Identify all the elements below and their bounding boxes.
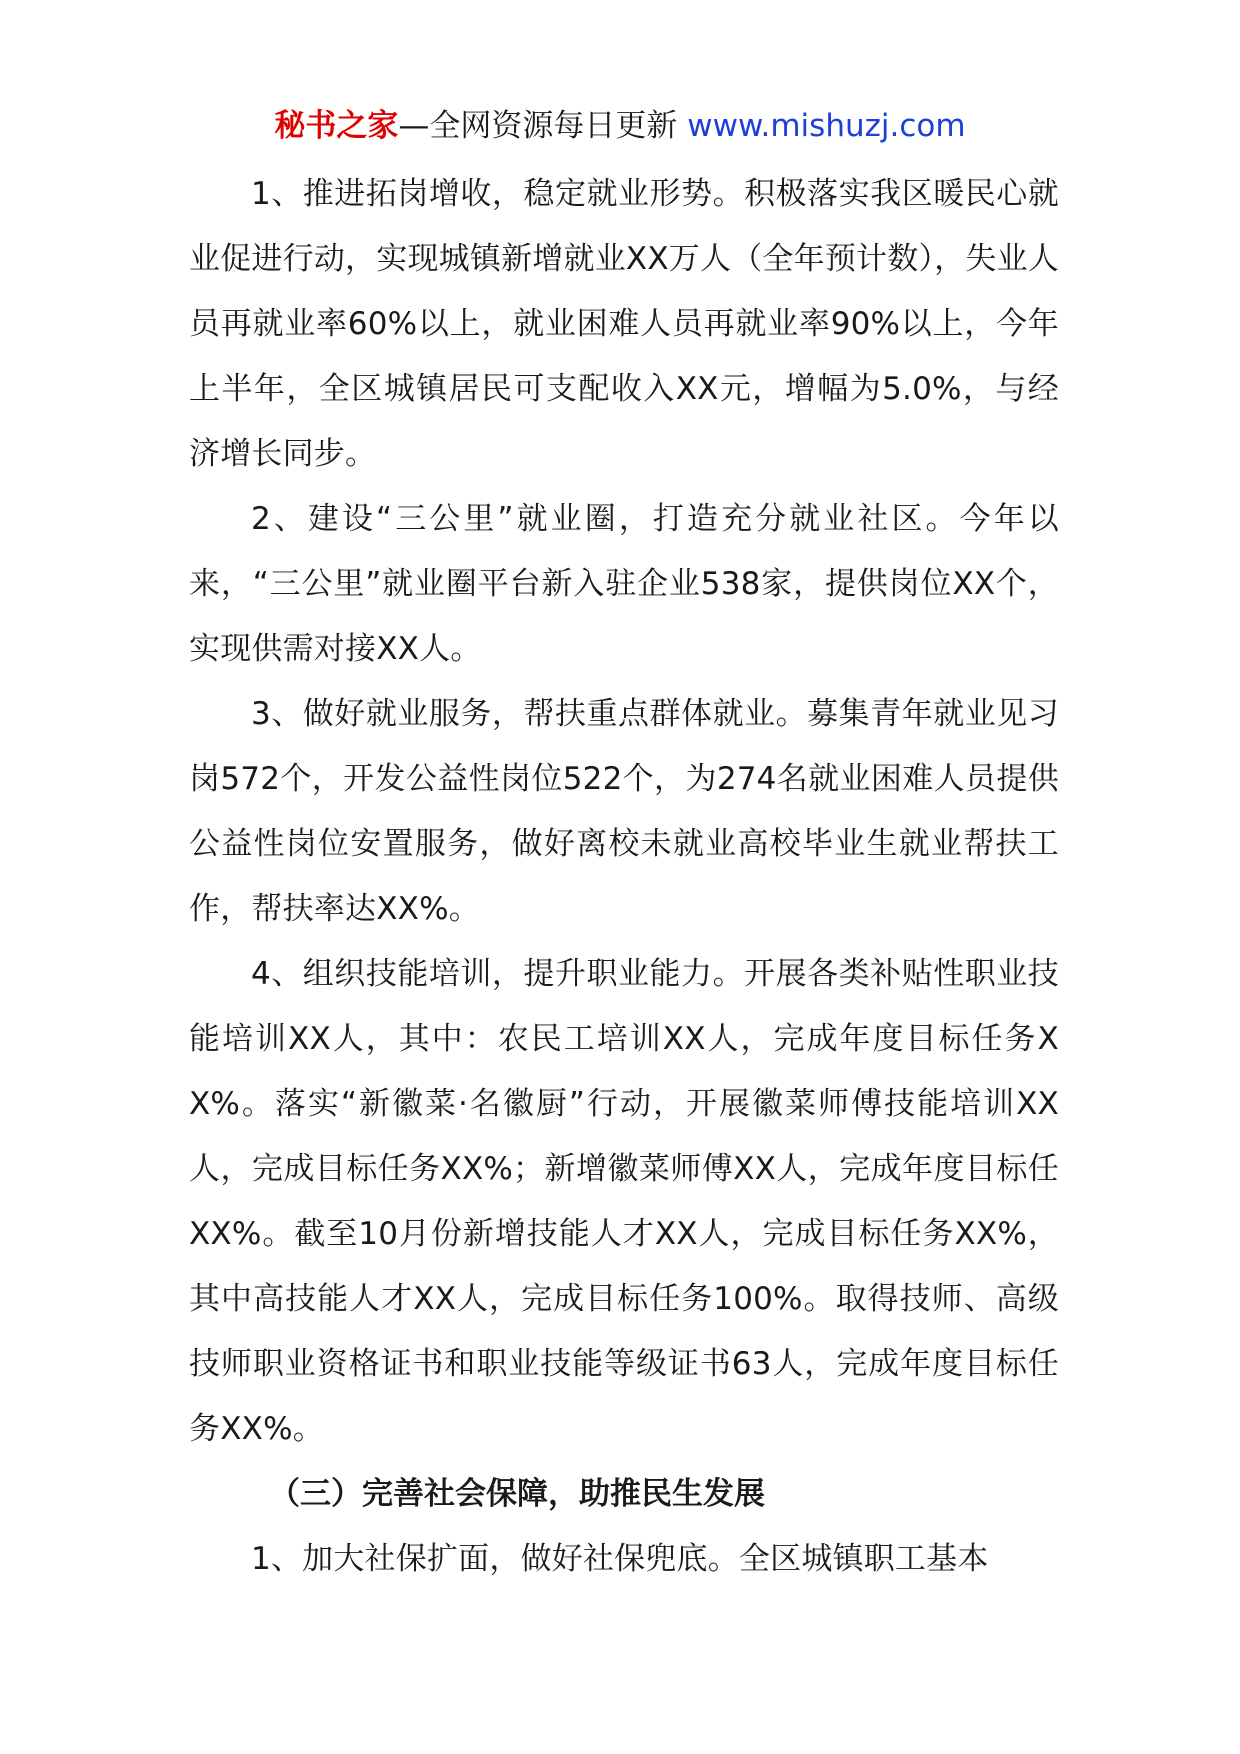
paragraph-employment-services: 3、做好就业服务，帮扶重点群体就业。募集青年就业见习岗572个，开发公益性岗位522个，为274名就业困难人员提供公益性岗位安置服务，做好离校未就业高校毕业生就业帮扶工作，帮扶率达XX%。 (189, 696, 1059, 927)
paragraph-three-km-circle: 2、建设“三公里”就业圈，打造充分就业社区。今年以来，“三公里”就业圈平台新入驻企业538家，提供岗位XX个，实现供需对接XX人。 (189, 501, 1059, 667)
paragraph-skills-training: 4、组织技能培训，提升职业能力。开展各类补贴性职业技能培训XX人，其中：农民工培训XX人，完成年度目标任务XX%。落实“新徽菜·名徽厨”行动，开展徽菜师傅技能培训XX人，完成目标任务XX%；新增徽菜师傅XX人，完成年度目标任XX%。截至10月份新增技能人才XX人，完成目标任务XX%，其中高技能人才XX人，完成目标任务100%。取得技师、高级技师职业资格证书和职业技能等级证书63人，完成年度目标任务XX%。 (189, 956, 1059, 1447)
site-header (0, 96, 1240, 156)
document-body (189, 162, 1059, 1592)
paragraph-employment-income: 1、推进拓岗增收，稳定就业形势。积极落实我区暖民心就业促进行动，实现城镇新增就业XX万人（全年预计数），失业人员再就业率60%以上，就业困难人员再就业率90%以上，今年上半年，全区城镇居民可支配收入XX元，增幅为5.0%，与经济增长同步。 (189, 176, 1059, 472)
paragraph-social-security: 1、加大社保扩面，做好社保兜底。全区城镇职工基本 (251, 1541, 989, 1577)
header-tagline: —全网资源每日更新 (398, 108, 688, 144)
site-url-link[interactable]: www.mishuzj.com (687, 108, 966, 144)
brand-name: 秘书之家 (274, 108, 399, 144)
section-heading: （三）完善社会保障，助推民生发展 (269, 1476, 765, 1512)
